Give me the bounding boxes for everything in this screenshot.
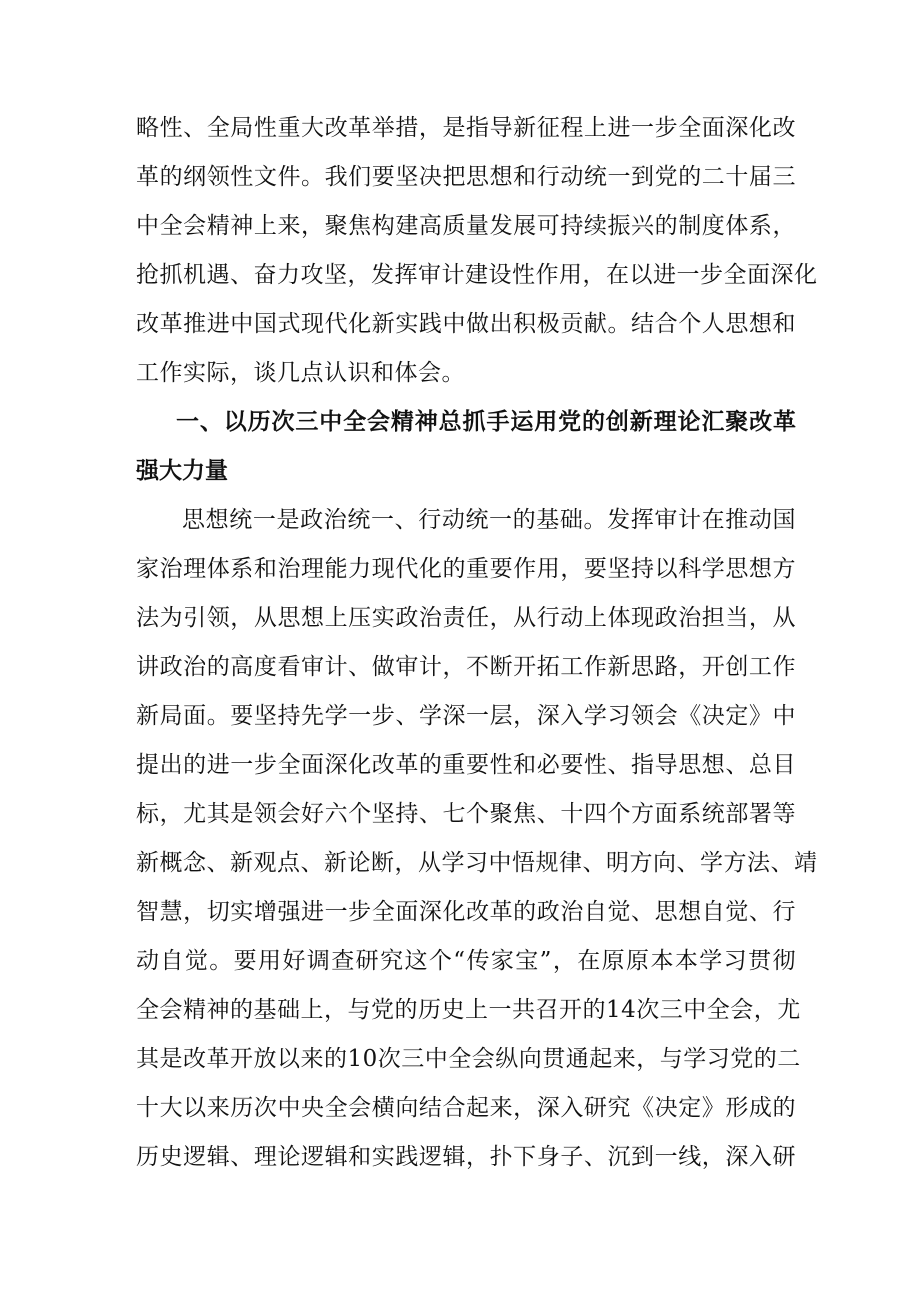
text-line: 历史逻辑、理论逻辑和实践逻辑，扑下身子、沉到一线，深入研	[136, 1144, 796, 1170]
text-line: 提出的进一步全面深化改革的重要性和必要性、指导思想、总目	[136, 752, 796, 778]
heading-line: 一、以历次三中全会精神总抓手运用党的创新理论汇聚改革	[176, 409, 796, 435]
heading-line: 强大力量	[136, 458, 228, 484]
section-heading	[136, 398, 796, 496]
text-line: 抢抓机遇、奋力攻坚，发挥审计建设性作用，在以进一步全面深化	[136, 262, 818, 288]
text-line: 家治理体系和治理能力现代化的重要作用，要坚持以科学思想方	[136, 556, 796, 582]
text-line: 其是改革开放以来的10次三中全会纵向贯通起来，与学习党的二	[136, 1046, 801, 1072]
text-line: 思想统一是政治统一、行动统一的基础。发挥审计在推动国	[182, 507, 796, 533]
paragraph-continuation	[136, 104, 818, 398]
text-line: 新概念、新观点、新论断，从学习中悟规律、明方向、学方法、靖	[136, 850, 818, 876]
text-line: 标，尤其是领会好六个坚持、七个聚焦、十四个方面系统部署等	[136, 801, 796, 827]
text-line: 法为引领，从思想上压实政治责任，从行动上体现政治担当，从	[136, 605, 796, 631]
text-line: 讲政治的高度看审计、做审计，不断开拓工作新思路，开创工作	[136, 654, 796, 680]
text-line: 革的纲领性文件。我们要坚决把思想和行动统一到党的二十届三	[136, 164, 796, 190]
text-line: 工作实际，谈几点认识和体会。	[136, 360, 465, 386]
text-line: 改革推进中国式现代化新实践中做出积极贡献。结合个人思想和	[136, 311, 796, 337]
text-line: 全会精神的基础上，与党的历史上一共召开的14次三中全会，尤	[136, 997, 801, 1023]
text-line: 中全会精神上来，聚焦构建高质量发展可持续振兴的制度体系，	[136, 213, 796, 239]
paragraph-body	[136, 496, 818, 1182]
text-line: 动自觉。要用好调查研究这个“传家宝”，在原原本本学习贯彻	[136, 948, 796, 974]
text-line: 新局面。要坚持先学一步、学深一层，深入学习领会《决定》中	[136, 703, 796, 729]
text-line: 智慧，切实增强进一步全面深化改革的政治自觉、思想自觉、行	[136, 899, 796, 925]
text-line: 十大以来历次中央全会横向结合起来，深入研究《决定》形成的	[136, 1095, 796, 1121]
text-line: 略性、全局性重大改革举措，是指导新征程上进一步全面深化改	[136, 115, 796, 141]
document-body	[136, 104, 818, 1182]
